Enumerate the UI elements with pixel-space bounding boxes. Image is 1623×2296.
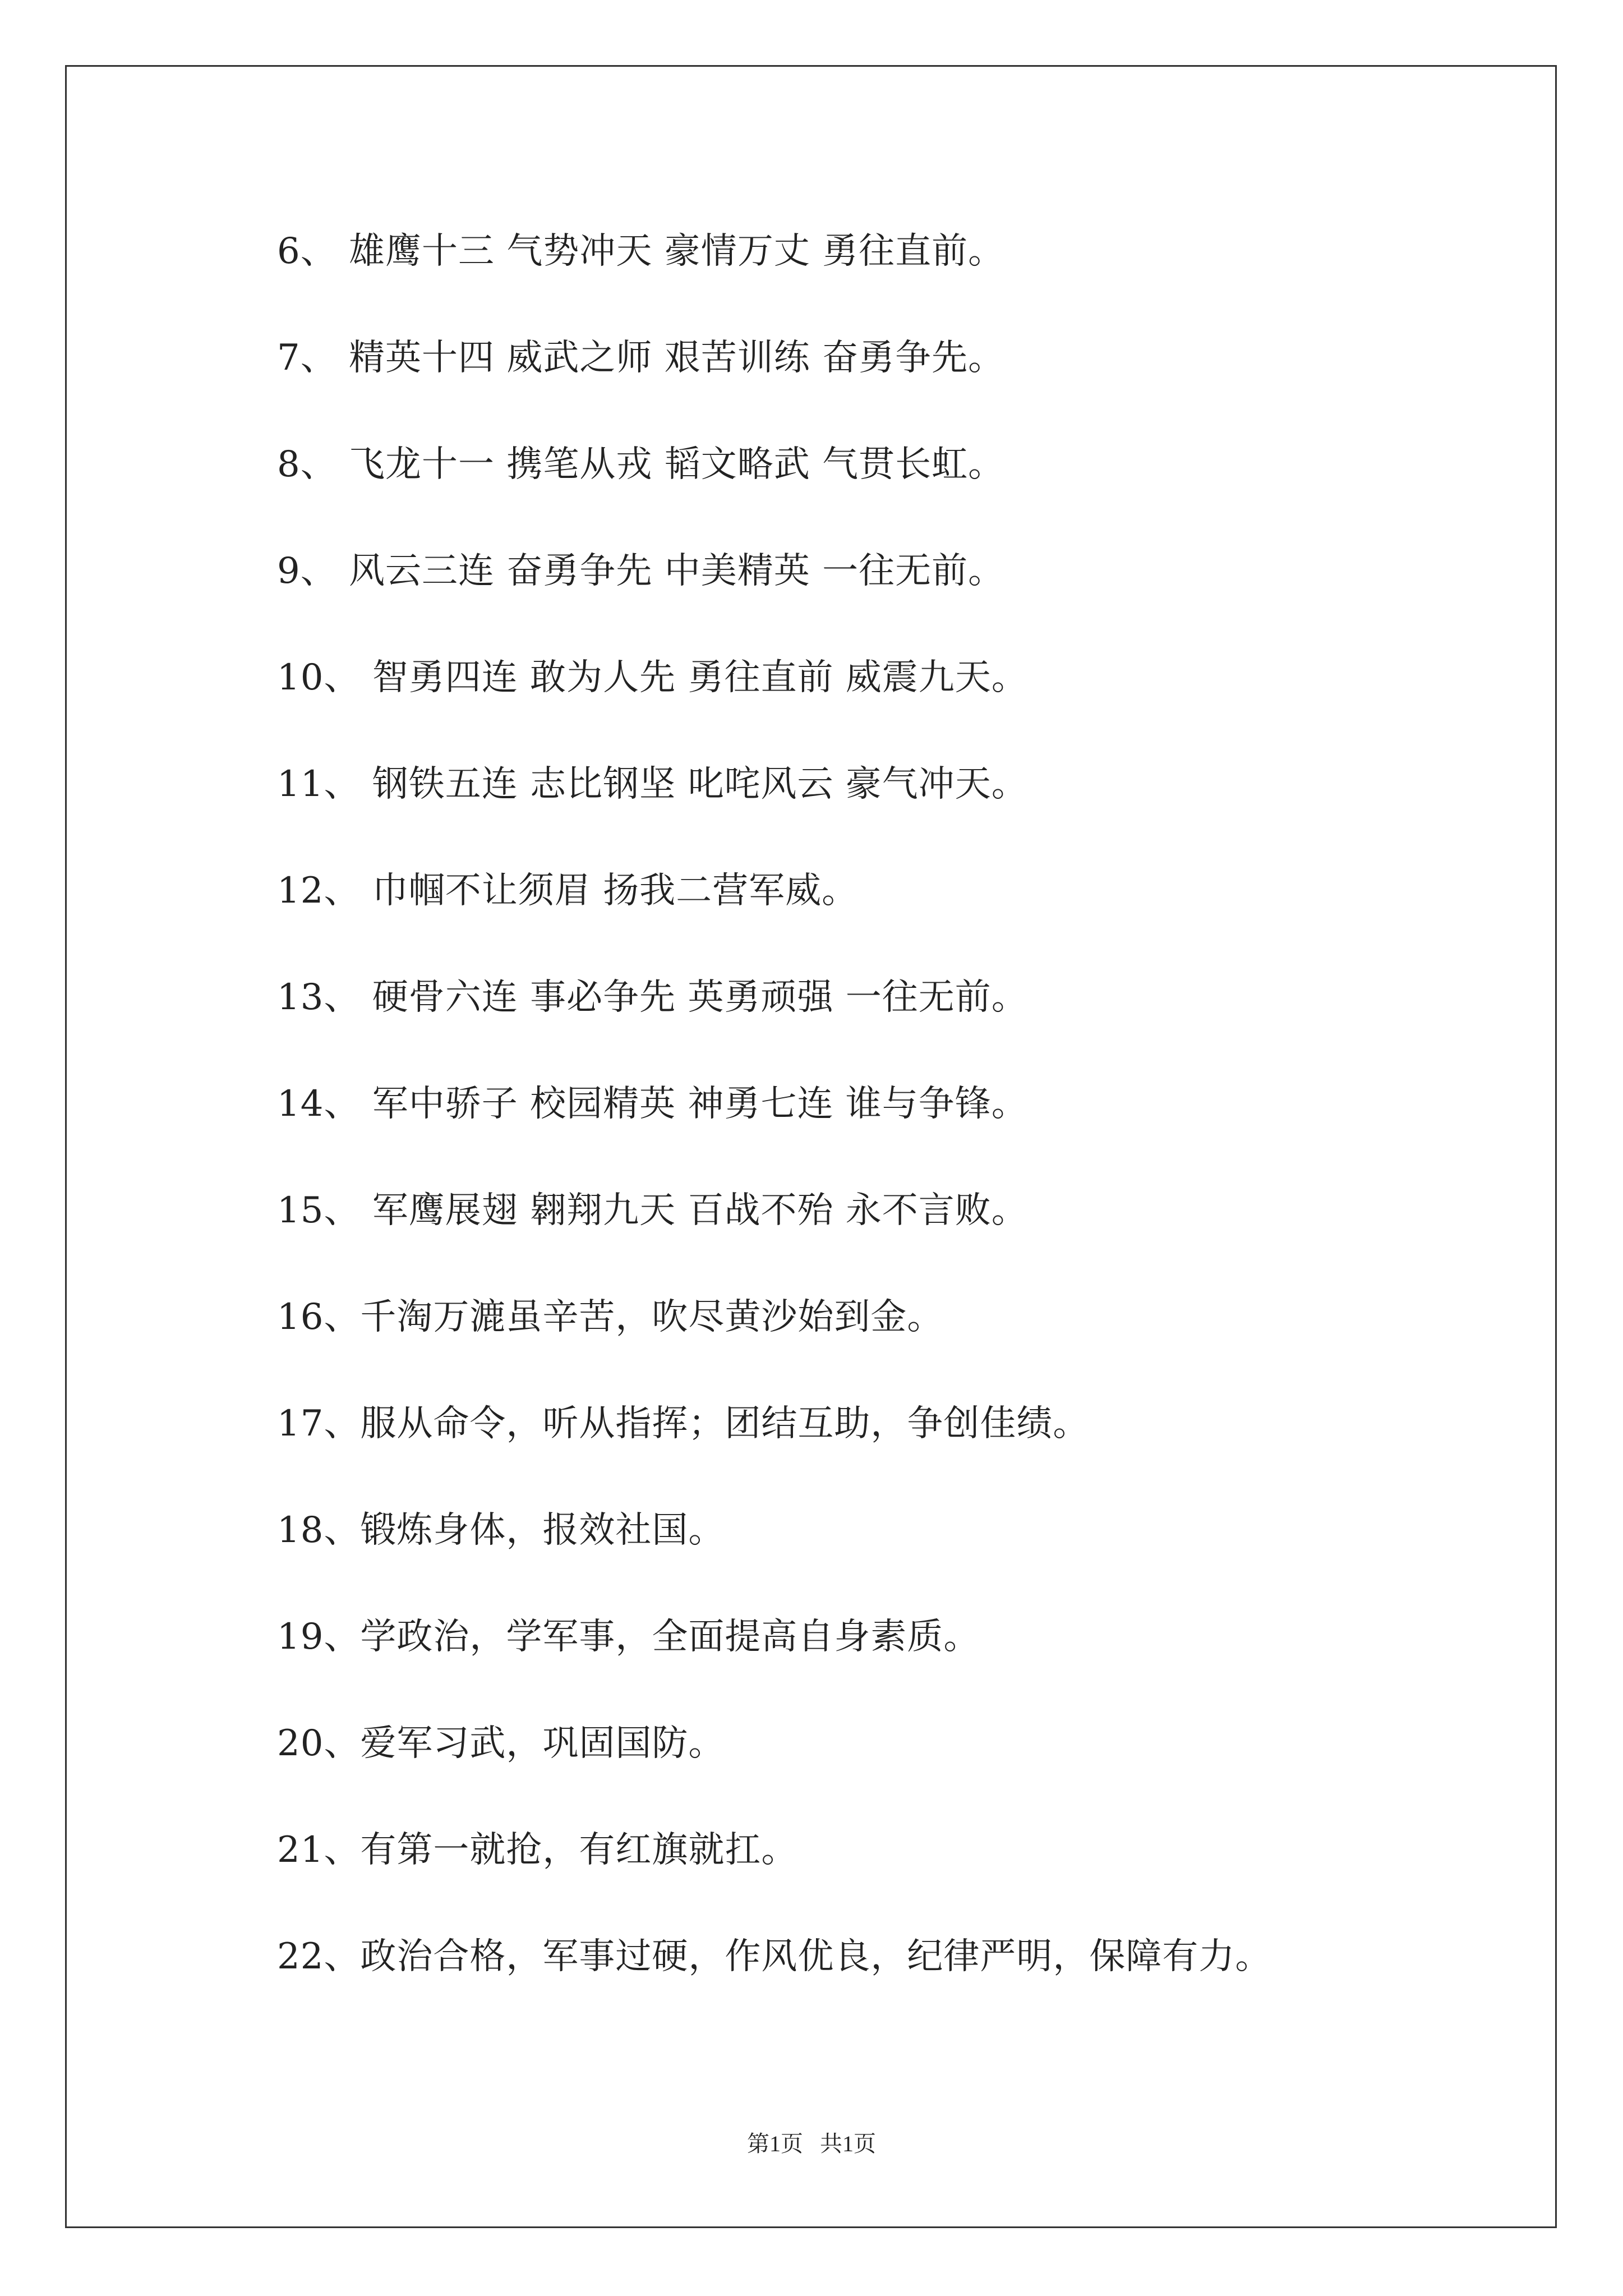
list-item: 8、 飞龙十一 携笔从戎 韬文略武 气贯长虹。 <box>277 444 1005 485</box>
list-item: 7、 精英十四 威武之师 艰苦训练 奋勇争先。 <box>277 337 1005 379</box>
slogan-list <box>277 223 1271 2035</box>
list-item: 9、 风云三连 奋勇争先 中美精英 一往无前。 <box>277 550 1005 592</box>
list-item: 20、爱军习武，巩固国防。 <box>277 1723 725 1764</box>
list-item: 21、有第一就抢，有红旗就扛。 <box>277 1829 798 1871</box>
list-item: 14、 军中骄子 校园精英 神勇七连 谁与争锋。 <box>277 1083 1028 1125</box>
list-item: 15、 军鹰展翅 翱翔九天 百战不殆 永不言败。 <box>277 1190 1028 1231</box>
list-item: 13、 硬骨六连 事必争先 英勇顽强 一往无前。 <box>277 977 1028 1018</box>
list-item: 12、 巾帼不让须眉 扬我二营军威。 <box>277 870 859 912</box>
list-item: 11、 钢铁五连 志比钢坚 叱咤风云 豪气冲天。 <box>277 763 1028 805</box>
list-item: 6、 雄鹰十三 气势冲天 豪情万丈 勇往直前。 <box>277 231 1005 272</box>
list-item: 17、服从命令，听从指挥；团结互助，争创佳绩。 <box>277 1403 1090 1444</box>
list-item: 10、 智勇四连 敢为人先 勇往直前 威震九天。 <box>277 657 1028 698</box>
page-footer: 第1页 共1页 <box>747 2131 876 2156</box>
list-item: 18、锻炼身体，报效社国。 <box>277 1510 725 1551</box>
list-item: 19、学政治，学军事，全面提高自身素质。 <box>277 1616 980 1658</box>
list-item: 16、千淘万漉虽辛苦，吹尽黄沙始到金。 <box>277 1296 944 1338</box>
list-item: 22、政治合格，军事过硬，作风优良，纪律严明，保障有力。 <box>277 1936 1272 1977</box>
